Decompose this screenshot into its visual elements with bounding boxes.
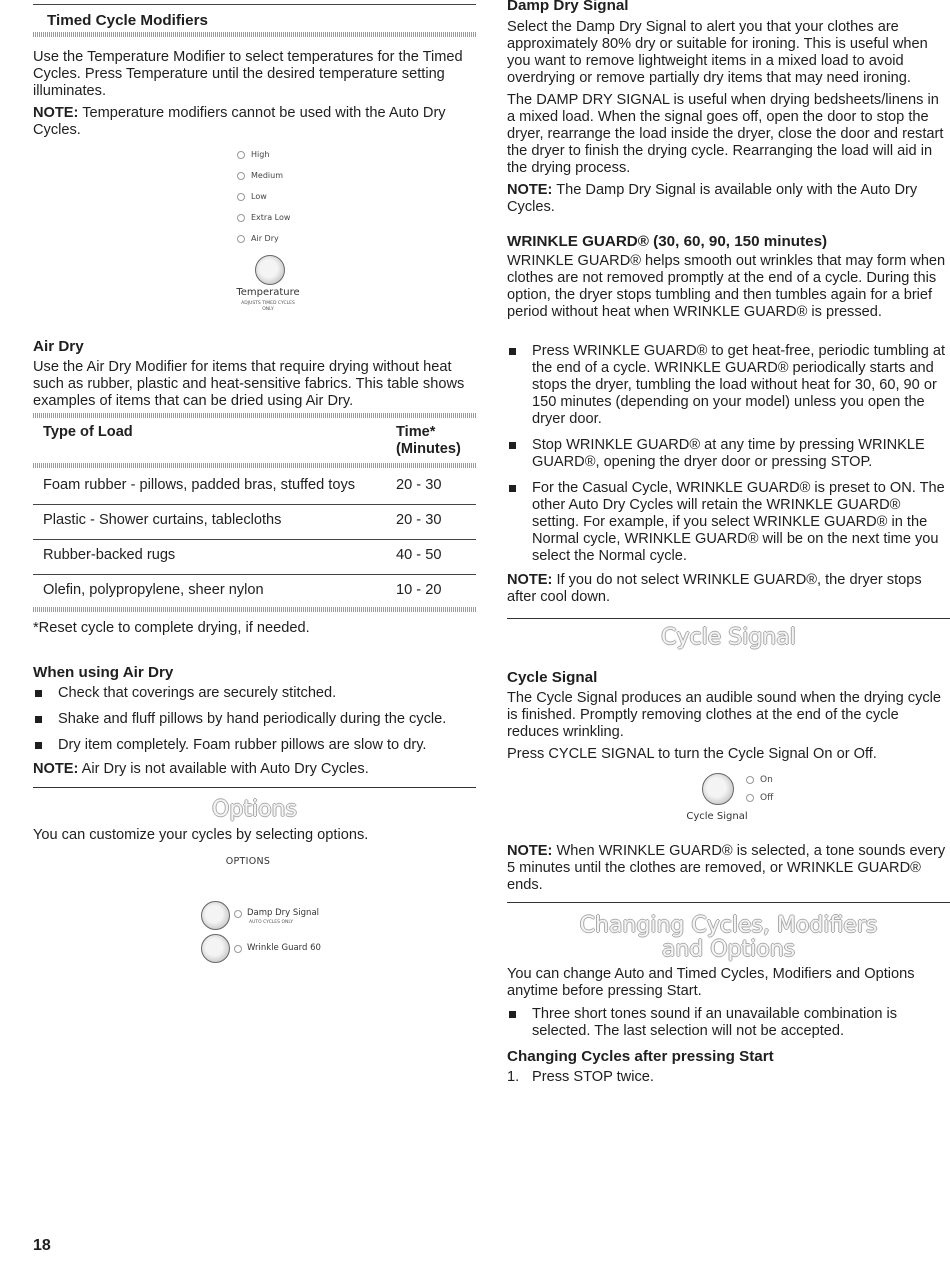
table-cell-load: Rubber-backed rugs [43, 547, 176, 563]
indicator-light-icon [746, 776, 754, 784]
indicator-light-icon [746, 794, 754, 802]
air-dry-bullet-list [33, 685, 476, 754]
wrinkle-guard-intro-text: WRINKLE GUARD® helps smooth out wrinkles that may form when clothes are not removed promptly at the end of a cycle. During this option, the dryer stops tumbling and then tumbles again for a brief period without heat when WRINKLE GUARD® is pressed. [507, 253, 946, 320]
table-cell-time: 20 - 30 [396, 477, 442, 493]
wrinkle-guard-title: WRINKLE GUARD® (30, 60, 90, 150 minutes) [507, 233, 828, 250]
list-item: Press WRINKLE GUARD® to get heat-free, periodic tumbling at the end of a cycle. WRINKLE GUARD® periodically starts and stops the dryer, tumbling the load without heat for 30, 60, 90 or 150 minutes (depending on your model) unless you open the dryer door. [507, 343, 950, 428]
air-dry-title: Air Dry [33, 338, 84, 355]
table-row [33, 504, 476, 540]
changing-bullet-list [507, 1006, 950, 1040]
options-panel-title: OPTIONS [225, 856, 271, 867]
damp-dry-detail-text: The DAMP DRY SIGNAL is useful when drying bedsheets/linens in a mixed load. When the signal goes off, open the door to stop the dryer, rearrange the load inside the dryer, close the door and restart the dryer to finish the drying cycle. Rearranging the load will aid in the drying process. [507, 92, 944, 176]
table-cell-load: Plastic - Shower curtains, tablecloths [43, 512, 282, 528]
temperature-knob-icon[interactable] [255, 255, 285, 285]
cycle-signal-instruction: Press CYCLE SIGNAL to turn the Cycle Signal On or Off. [507, 746, 877, 762]
indicator-light-icon [234, 945, 242, 953]
changing-after-start-title: Changing Cycles after pressing Start [507, 1048, 774, 1065]
cycle-signal-knob-label: Cycle Signal [686, 811, 748, 822]
changing-banner-line-2: and Options [661, 937, 796, 962]
cycle-signal-intro-text: The Cycle Signal produces an audible sound when the drying cycle is finished. Promptly removing clothes at the end of the cycle reduces wrinkling. [507, 690, 942, 740]
wrinkle-guard-label: Wrinkle Guard 60 [247, 943, 321, 953]
temperature-knob-sublabel: ADJUSTS TIMED CYCLES [241, 301, 295, 306]
indicator-light-icon [237, 235, 245, 243]
timed-title-hatch [33, 32, 476, 37]
list-item: Dry item completely. Foam rubber pillows are slow to dry. [33, 737, 476, 754]
table-cell-time: 20 - 30 [396, 512, 442, 528]
damp-dry-signal-title: Damp Dry Signal [507, 0, 629, 14]
cycle-signal-title: Cycle Signal [507, 669, 598, 686]
cycle-signal-divider [507, 618, 950, 619]
table-cell-load: Foam rubber - pillows, padded bras, stuffed toys [43, 477, 356, 493]
wrinkle-guard-note: NOTE: If you do not select WRINKLE GUARD®, the dryer stops after cool down. [507, 572, 922, 605]
cycle-signal-button-icon[interactable] [702, 773, 734, 805]
damp-dry-signal-label: Damp Dry Signal [247, 908, 320, 918]
cycle-signal-banner: Cycle Signal [661, 625, 796, 650]
when-using-air-dry-title: When using Air Dry [33, 664, 174, 681]
air-dry-intro-text: Use the Air Dry Modifier for items that require drying without heat such as rubber, plastic and heat-sensitive fabrics. This table shows examples of items that can be dried using Air Dry. [33, 359, 465, 409]
list-item: Check that coverings are securely stitched. [33, 685, 476, 702]
step-item [507, 1069, 654, 1086]
list-item: Three short tones sound if an unavailable combination is selected. The last selection will not be accepted. [507, 1006, 950, 1040]
damp-dry-signal-sublabel: AUTO CYCLES ONLY [249, 920, 294, 925]
table-bottom-hatch [33, 607, 476, 612]
table-cell-time: 40 - 50 [396, 547, 442, 563]
changing-divider [507, 902, 950, 903]
options-divider [33, 787, 476, 788]
indicator-light-icon [237, 214, 245, 222]
temp-level-extra-low: Extra Low [237, 213, 290, 222]
table-footnote: *Reset cycle to complete drying, if needed. [33, 620, 310, 636]
temp-level-medium: Medium [237, 171, 283, 180]
cycle-signal-on: On [746, 775, 773, 785]
cycle-signal-note: NOTE: When WRINKLE GUARD® is selected, a tone sounds every 5 minutes until the clothes are removed, or WRINKLE GUARD® ends. [507, 843, 946, 893]
page-number: 18 [33, 1237, 51, 1254]
changing-intro-text: You can change Auto and Timed Cycles, Modifiers and Options anytime before pressing Start. [507, 966, 915, 999]
options-intro-text: You can customize your cycles by selecting options. [33, 827, 369, 843]
temp-level-low: Low [237, 192, 267, 201]
indicator-light-icon [234, 910, 242, 918]
step-number: 1. [507, 1069, 520, 1085]
table-row [33, 574, 476, 608]
list-item: Shake and fluff pillows by hand periodically during the cycle. [33, 711, 476, 728]
air-dry-note: NOTE: Air Dry is not available with Auto Dry Cycles. [33, 761, 369, 777]
damp-dry-note: NOTE: The Damp Dry Signal is available only with the Auto Dry Cycles. [507, 182, 918, 215]
step-text: Press STOP twice. [532, 1069, 654, 1085]
wrinkle-guard-bullet-list [507, 343, 950, 565]
indicator-light-icon [237, 151, 245, 159]
table-cell-load: Olefin, polypropylene, sheer nylon [43, 582, 264, 598]
damp-dry-signal-button-icon[interactable] [201, 901, 230, 930]
temp-level-high: High [237, 150, 269, 159]
table-header-time: Time* (Minutes) [396, 424, 461, 457]
wrinkle-guard-button-icon[interactable] [201, 934, 230, 963]
timed-intro-text: Use the Temperature Modifier to select temperatures for the Timed Cycles. Press Temperature until the desired temperature setting illuminates. [33, 49, 463, 99]
table-row [33, 468, 476, 505]
temperature-knob-label: Temperature [236, 287, 300, 298]
list-item: For the Casual Cycle, WRINKLE GUARD® is preset to ON. The other Auto Dry Cycles will retain the WRINKLE GUARD® setting. For example, if you select WRINKLE GUARD® in the Normal cycle, WRINKLE GUARD® will be on the next time you select the Normal cycle. [507, 480, 950, 565]
table-top-hatch [33, 413, 476, 418]
list-item: Stop WRINKLE GUARD® at any time by pressing WRINKLE GUARD®, opening the dryer door or pressing STOP. [507, 437, 950, 471]
timed-cycle-modifiers-title: Timed Cycle Modifiers [47, 12, 208, 29]
options-panel [193, 850, 363, 970]
damp-dry-intro-text: Select the Damp Dry Signal to alert you that your clothes are approximately 80% dry or suitable for ironing. This is useful when you want to remove lightweight items in a mixed load to avoid overdrying or remove partially dry items that may need ironing. [507, 19, 928, 86]
options-banner: Options [212, 797, 297, 822]
table-row [33, 539, 476, 575]
table-cell-time: 10 - 20 [396, 582, 442, 598]
temp-level-air-dry: Air Dry [237, 234, 279, 243]
timed-note: NOTE: Temperature modifiers cannot be used with the Auto Dry Cycles. [33, 105, 446, 138]
cycle-signal-off: Off [746, 793, 773, 803]
changing-banner-line-1: Changing Cycles, Modifiers [579, 913, 878, 938]
temperature-knob-sublabel-2: ONLY [262, 307, 274, 312]
timed-header-bar [33, 4, 476, 5]
cycle-signal-panel [677, 770, 787, 830]
indicator-light-icon [237, 193, 245, 201]
table-header-type: Type of Load [43, 424, 133, 440]
temperature-panel [213, 148, 323, 318]
indicator-light-icon [237, 172, 245, 180]
